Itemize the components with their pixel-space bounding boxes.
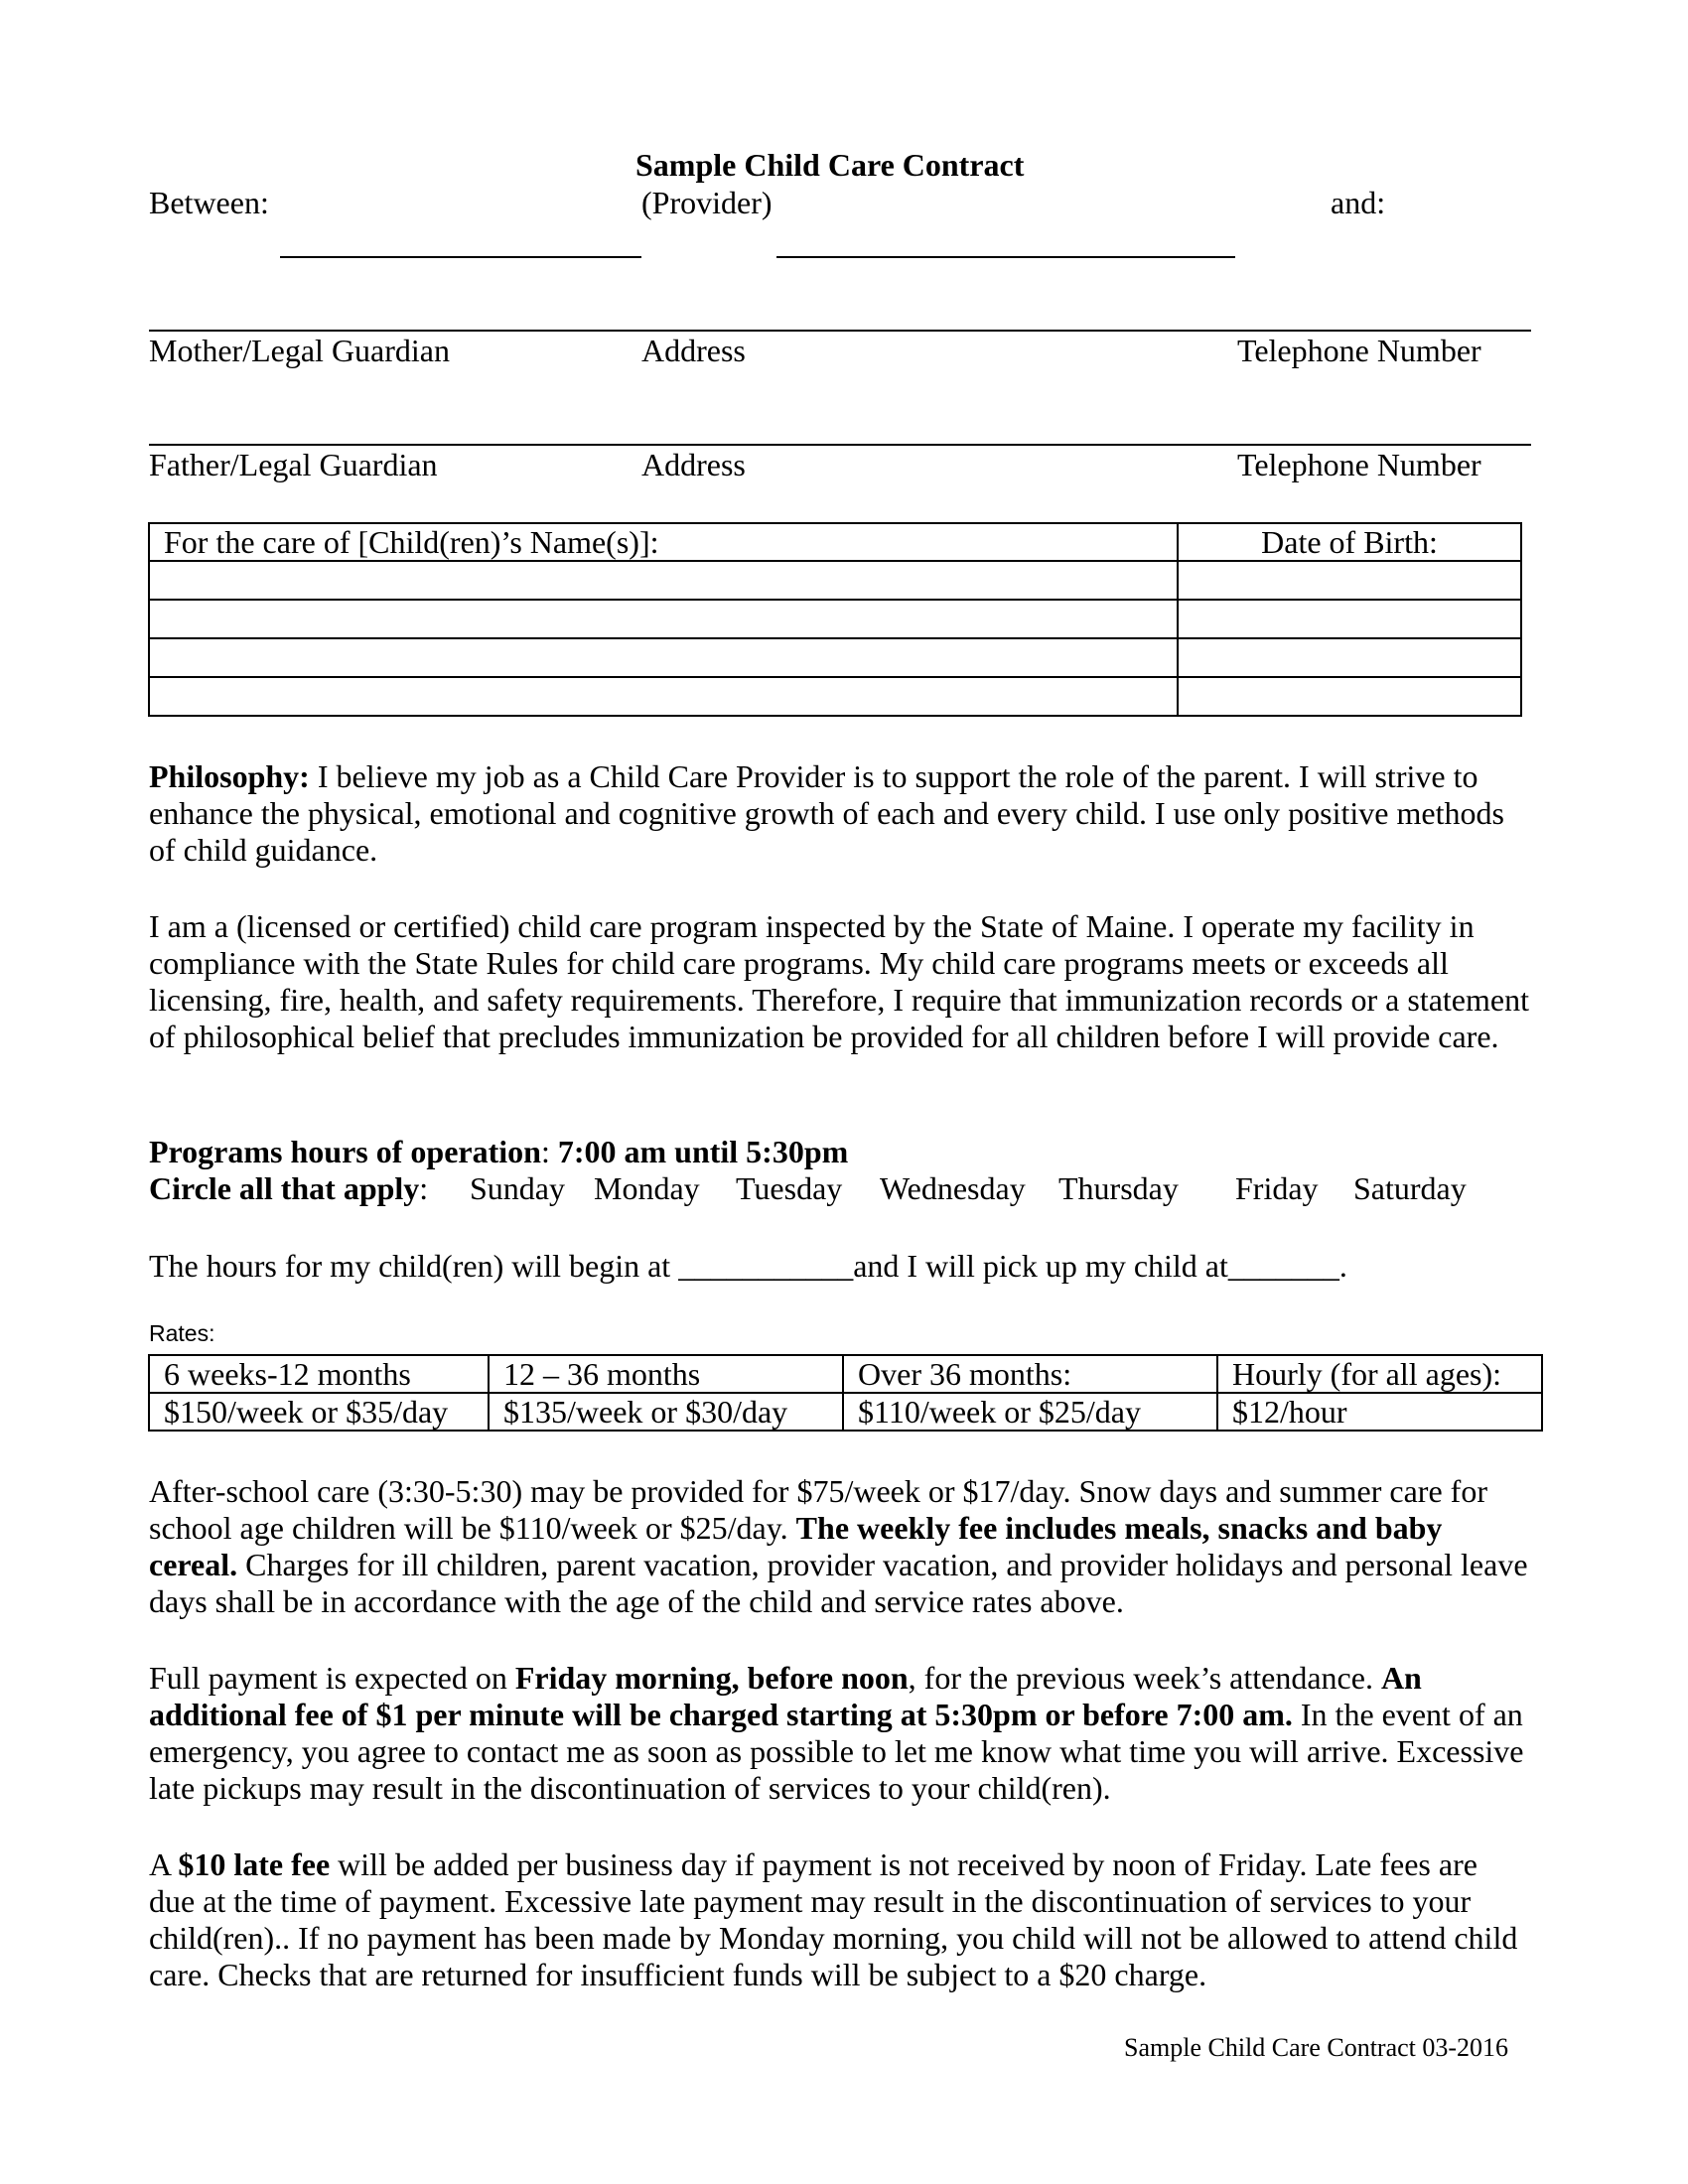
philosophy-paragraph (149, 758, 1529, 869)
days-label (149, 1170, 428, 1207)
late-pickup-fee: An additional fee of $1 per minute will be charged starting at 5:30pm or before 7:00 am. (149, 1660, 1422, 1732)
child-name-header: For the care of [Child(ren)’s Name(s)]: (149, 523, 1178, 561)
child-hours-text-2: and I will pick up my child at (853, 1248, 1228, 1284)
payment-text-2: , for the previous week’s attendance. (908, 1660, 1381, 1696)
table-row (149, 638, 1521, 677)
father-guardian-label: Father/Legal Guardian (149, 447, 438, 482)
child-dob-cell[interactable] (1178, 600, 1521, 638)
payment-text-3: In the event of an emergency, you agree to contact me as soon as possible to let me know what time you will arrive. Excessive late pickups may result in the discontinuation of services to your child(ren). (149, 1697, 1524, 1806)
child-hours-end: . (1338, 1248, 1347, 1284)
child-dob-cell[interactable] (1178, 677, 1521, 716)
rate-header-over-36: Over 36 months: (843, 1355, 1217, 1393)
parent-signature-line[interactable] (776, 256, 1235, 258)
child-name-cell[interactable] (149, 561, 1178, 600)
table-row (149, 561, 1521, 600)
day-option-saturday[interactable]: Saturday (1353, 1170, 1467, 1206)
payment-paragraph (149, 1660, 1529, 1807)
rates-table (148, 1354, 1543, 1432)
mother-guardian-label: Mother/Legal Guardian (149, 333, 450, 368)
father-info-line[interactable] (149, 444, 1531, 446)
day-option-tuesday[interactable]: Tuesday (736, 1170, 843, 1206)
child-hours-line (149, 1248, 1347, 1285)
licensing-text: I am a (licensed or certified) child care program inspected by the State of Maine. I operate my facility in compliance with the State Rules for child care programs. My child care programs meets or exceeds all licensing, fire, health, and safety requirements. Therefore, I require that immunization records or a statement of philosophical belief that precludes immunization be provided for all children before I will provide care. (149, 908, 1529, 1054)
philosophy-label: Philosophy: (149, 758, 310, 794)
hours-value: 7:00 am until 5:30pm (557, 1134, 849, 1169)
mother-info-line[interactable] (149, 330, 1531, 332)
children-table (148, 522, 1522, 717)
rate-value-hourly: $12/hour (1217, 1393, 1542, 1431)
hours-line (149, 1134, 848, 1170)
and-label: and: (1331, 185, 1386, 220)
table-row (149, 677, 1521, 716)
hours-colon: : (540, 1134, 550, 1169)
hours-label: Programs hours of operation (149, 1134, 541, 1169)
payment-deadline: Friday morning, before noon (514, 1660, 909, 1696)
licensing-paragraph (149, 908, 1529, 1055)
rate-value-over-36: $110/week or $25/day (843, 1393, 1217, 1431)
payment-text-1: Full payment is expected on (149, 1660, 515, 1696)
child-dob-cell[interactable] (1178, 561, 1521, 600)
child-name-cell[interactable] (149, 600, 1178, 638)
late-fee-amount: $10 late fee (178, 1846, 331, 1882)
father-phone-label: Telephone Number (1237, 447, 1481, 482)
child-dob-cell[interactable] (1178, 638, 1521, 677)
late-fee-text-1: A (149, 1846, 179, 1882)
late-fee-paragraph (149, 1846, 1529, 1993)
days-label-text: Circle all that apply (149, 1170, 420, 1206)
mother-phone-label: Telephone Number (1237, 333, 1481, 368)
after-school-paragraph (149, 1473, 1529, 1620)
weekly-fee-note: The weekly fee includes meals, snacks and baby cereal. (149, 1510, 1443, 1582)
child-name-cell[interactable] (149, 677, 1178, 716)
children-table-header (149, 523, 1521, 561)
child-name-cell[interactable] (149, 638, 1178, 677)
rate-header-toddler: 12 – 36 months (489, 1355, 843, 1393)
after-school-text-2: Charges for ill children, parent vacation, provider vacation, and provider holidays and personal leave days shall be in accordance with the age of the child and service rates above. (149, 1547, 1528, 1619)
day-option-wednesday[interactable]: Wednesday (880, 1170, 1026, 1206)
rates-value-row (149, 1393, 1542, 1431)
child-hours-text-1: The hours for my child(ren) will begin at (149, 1248, 679, 1284)
page-title: Sample Child Care Contract (635, 147, 1025, 183)
provider-signature-line[interactable] (280, 256, 641, 258)
late-fee-text-2: will be added per business day if payment is not received by noon of Friday. Late fees are due at the time of payment. Excessive late payment may result in the discontinuation of services to your child(ren).. If no payment has been made by Monday morning, you child will not be allowed to attend child care. Checks that are returned for insufficient funds will be subject to a $20 charge. (149, 1846, 1518, 1992)
day-option-friday[interactable]: Friday (1235, 1170, 1319, 1206)
mother-address-label: Address (641, 333, 746, 368)
day-option-monday[interactable]: Monday (594, 1170, 700, 1206)
begin-time-blank[interactable]: ___________ (678, 1248, 854, 1284)
rate-header-hourly: Hourly (for all ages): (1217, 1355, 1542, 1393)
father-address-label: Address (641, 447, 746, 482)
page-footer: Sample Child Care Contract 03-2016 (1124, 2033, 1509, 2062)
rates-label: Rates: (149, 1320, 215, 1346)
philosophy-text: I believe my job as a Child Care Provider is to support the role of the parent. I will strive to enhance the physical, emotional and cognitive growth of each and every child. I use only positive methods of child guidance. (149, 758, 1504, 868)
table-row (149, 600, 1521, 638)
rate-value-infant: $150/week or $35/day (149, 1393, 489, 1431)
day-option-thursday[interactable]: Thursday (1058, 1170, 1179, 1206)
rates-header-row (149, 1355, 1542, 1393)
rate-header-infant: 6 weeks-12 months (149, 1355, 489, 1393)
days-colon: : (419, 1170, 429, 1206)
provider-label: (Provider) (641, 185, 773, 220)
day-option-sunday[interactable]: Sunday (470, 1170, 565, 1206)
between-label: Between: (149, 185, 269, 220)
pickup-time-blank[interactable]: _______ (1227, 1248, 1339, 1284)
date-of-birth-header: Date of Birth: (1178, 523, 1521, 561)
rate-value-toddler: $135/week or $30/day (489, 1393, 843, 1431)
after-school-text-1: After-school care (3:30-5:30) may be provided for $75/week or $17/day. Snow days and summer care for school age children will be $110/week or $25/day. (149, 1473, 1487, 1546)
